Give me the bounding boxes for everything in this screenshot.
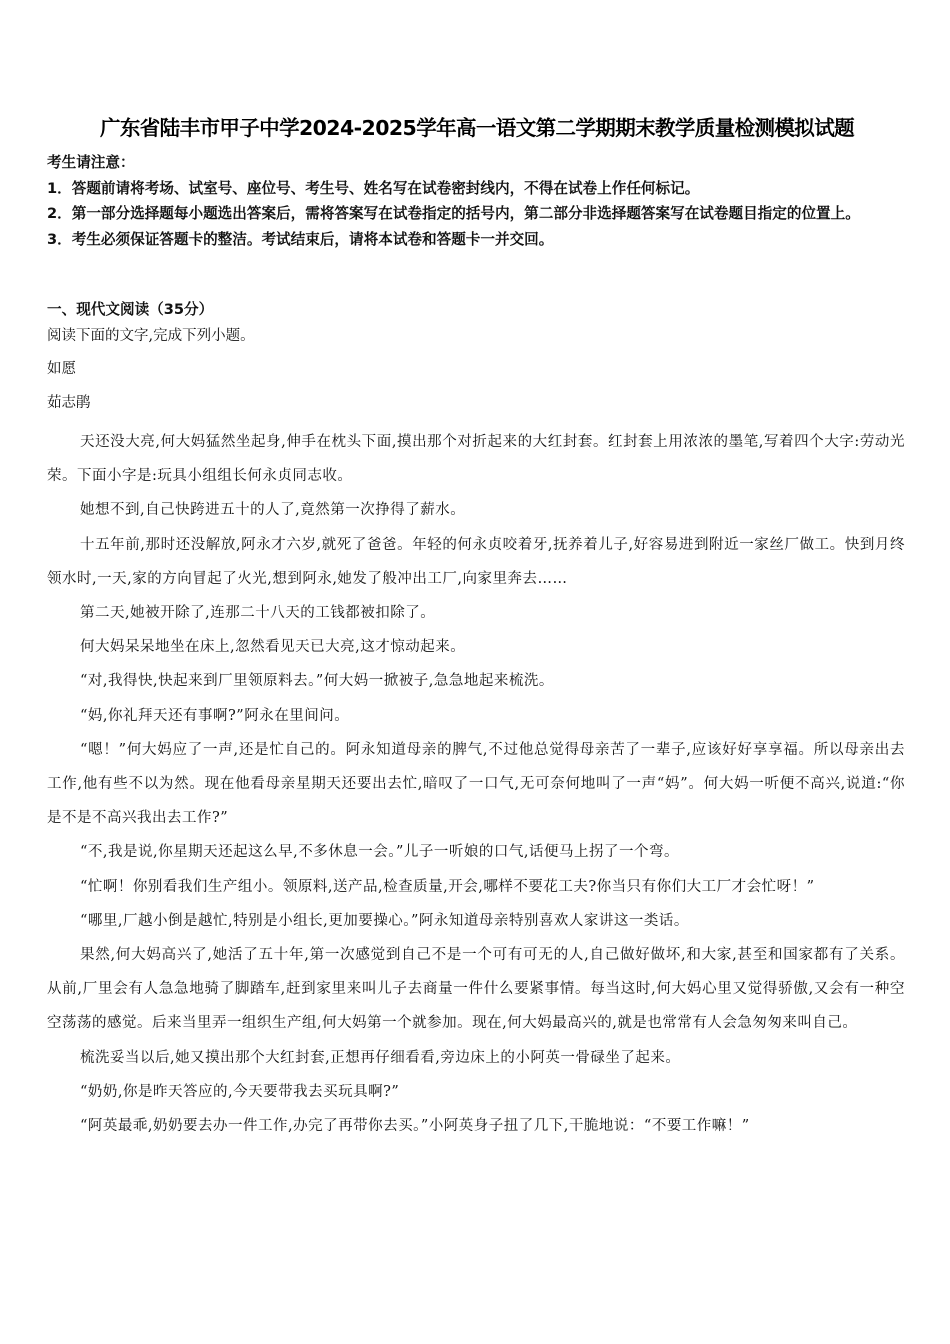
paragraph: 第二天,她被开除了,连那二十八天的工钱都被扣除了。 bbox=[80, 605, 436, 622]
paragraph: 梳洗妥当以后,她又摸出那个大红封套,正想再仔细看看,旁边床上的小阿英一骨碌坐了起来。 bbox=[80, 1049, 681, 1066]
story-title: 如愿 bbox=[47, 361, 76, 377]
notice-item-1: 1．答题前请将考场、试室号、座位号、考生号、姓名写在试卷密封线内，不得在试卷上作任何标记。 bbox=[47, 179, 700, 197]
document-title: 广东省陆丰市甲子中学2024-2025学年高一语文第二学期期末教学质量检测模拟试题 bbox=[99, 116, 855, 140]
notice-item-3: 3．考生必须保证答题卡的整洁。考试结束后，请将本试卷和答题卡一并交回。 bbox=[47, 230, 554, 248]
paragraph: “阿英最乖,奶奶要去办一件工作,办完了再带你去买。”小阿英身子扭了几下,干脆地说：“不要工作嘛！” bbox=[80, 1118, 750, 1135]
paragraph: “不,我是说,你星期天还起这么早,不多休息一会。”儿子一听娘的口气,话便马上拐了一个弯。 bbox=[80, 844, 680, 861]
section-heading: 一、现代文阅读（35分） bbox=[47, 301, 214, 318]
paragraph: “对,我得快,快起来到厂里领原料去。”何大妈一掀被子,急急地起来梳洗。 bbox=[80, 673, 554, 690]
paragraph: “奶奶,你是昨天答应的,今天要带我去买玩具啊?” bbox=[80, 1083, 400, 1100]
paragraph: 十五年前,那时还没解放,阿永才六岁,就死了爸爸。年轻的何永贞咬着牙,抚养着儿子,好容易进到附近一家丝厂做工。快到月终领水时,一天,家的方向冒起了火光,想到阿永,她发了般冲出工厂,向家里奔去…… bbox=[47, 536, 905, 587]
notice-item-2: 2．第一部分选择题每小题选出答案后，需将答案写在试卷指定的括号内，第二部分非选择题答案写在试卷题目指定的位置上。 bbox=[47, 205, 860, 222]
story-body bbox=[47, 425, 905, 1143]
paragraph: 她想不到,自己快跨进五十的人了,竟然第一次挣得了薪水。 bbox=[80, 502, 466, 519]
exam-notice bbox=[47, 150, 905, 252]
paragraph: “妈,你礼拜天还有事啊?”阿永在里间问。 bbox=[80, 707, 350, 724]
paragraph: “忙啊！你别看我们生产组小。领原料,送产品,检查质量,开会,哪样不要花工夫?你当只有你们大工厂才会忙呀！” bbox=[80, 878, 815, 895]
paragraph: “哪里,厂越小倒是越忙,特别是小组长,更加要操心。”阿永知道母亲特别喜欢人家讲这一类话。 bbox=[80, 912, 689, 929]
paragraph: 果然,何大妈高兴了,她活了五十年,第一次感觉到自己不是一个可有可无的人,自己做好做坏,和大家,甚至和国家都有了关系。从前,厂里会有人急急地骑了脚踏车,赶到家里来叫儿子去商量一件什么要紧事情。每当这时,何大妈心里又觉得骄傲,又会有一种空空荡荡的感觉。后来当里弄一组织生产组,何大妈第一个就参加。现在,何大妈最高兴的,就是也常常有人会急匆匆来叫自己。 bbox=[47, 947, 905, 1032]
paragraph: 天还没大亮,何大妈猛然坐起身,伸手在枕头下面,摸出那个对折起来的大红封套。红封套上用浓浓的墨笔,写着四个大字:劳动光荣。下面小字是:玩具小组组长何永贞同志收。 bbox=[47, 434, 905, 485]
paragraph: 何大妈呆呆地坐在床上,忽然看见天已大亮,这才惊动起来。 bbox=[80, 639, 466, 656]
paragraph: “嗯！”何大妈应了一声,还是忙自己的。阿永知道母亲的脾气,不过他总觉得母亲苦了一辈子,应该好好享享福。所以母亲出去工作,他有些不以为然。现在他看母亲星期天还要出去忙,暗叹了一口气,无可奈何地叫了一声“妈”。何大妈一听便不高兴,说道:“你是不是不高兴我出去工作?” bbox=[47, 741, 905, 827]
story-author: 茹志鹃 bbox=[47, 395, 91, 411]
notice-heading: 考生请注意： bbox=[47, 154, 135, 171]
reading-instruction: 阅读下面的文字,完成下列小题。 bbox=[47, 328, 255, 344]
